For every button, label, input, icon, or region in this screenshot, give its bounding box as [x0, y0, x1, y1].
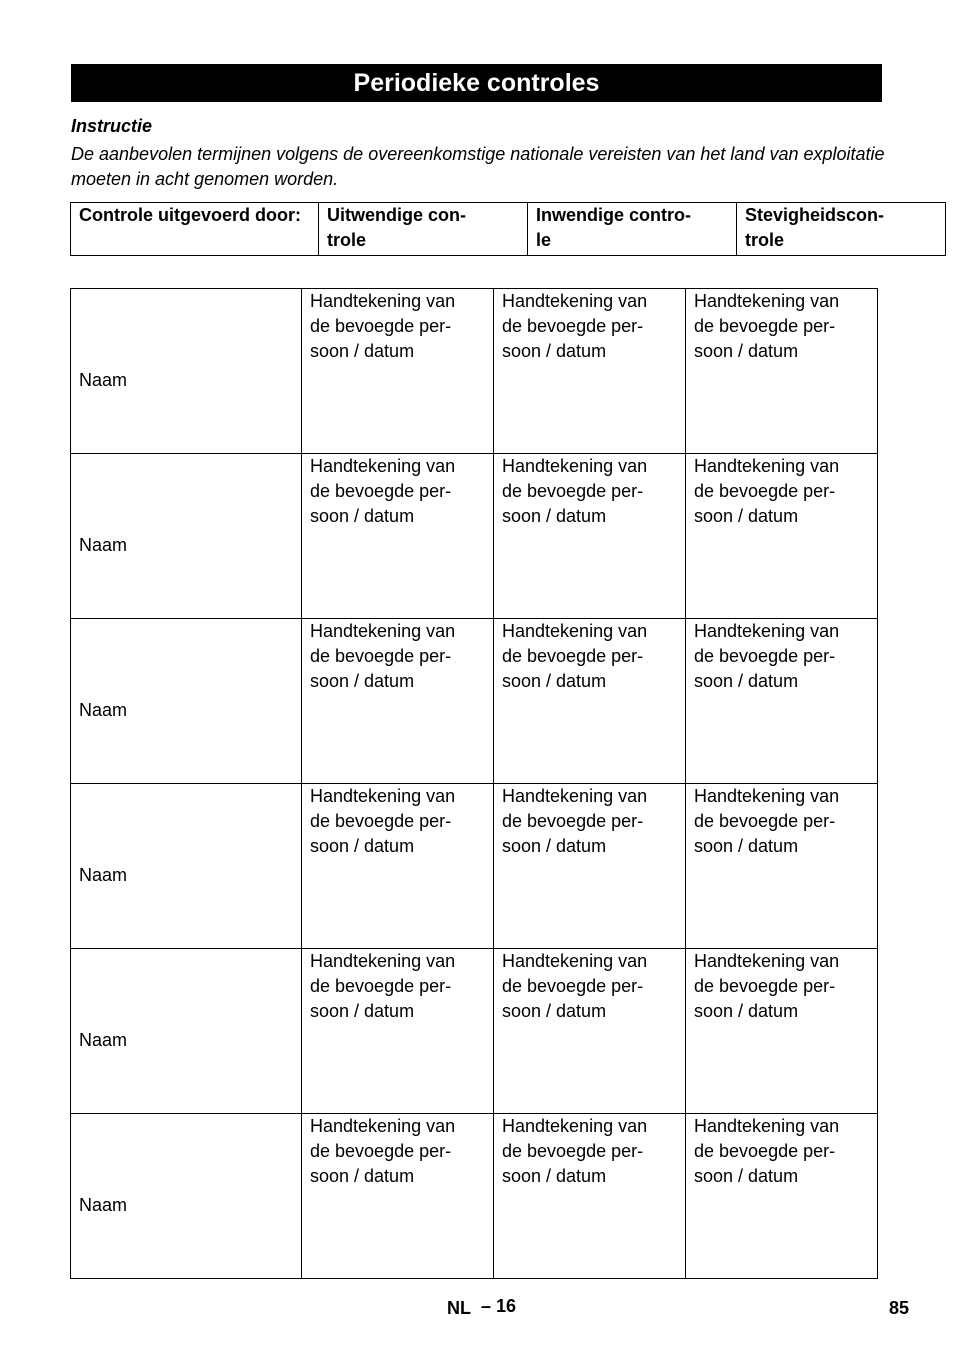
- header-row: [71, 203, 946, 256]
- signature-label: Handtekening van de bevoegde per- soon / datum: [310, 951, 456, 1021]
- signature-label: Handtekening van de bevoegde per- soon / datum: [310, 1116, 456, 1186]
- signature-cell[interactable]: [302, 784, 494, 949]
- inspection-table: [70, 288, 878, 1279]
- table-row: [71, 949, 878, 1114]
- footer-page-number: – 16: [481, 1296, 517, 1316]
- table-row: [71, 1114, 878, 1279]
- signature-cell[interactable]: [494, 1114, 686, 1279]
- instruction-text: De aanbevolen termijnen volgens de overeenkomstige nationale vereisten van het land van exploitatie moeten in acht genomen worden.: [71, 144, 885, 189]
- signature-cell[interactable]: [686, 289, 878, 454]
- signature-label: Handtekening van de bevoegde per- soon / datum: [694, 951, 840, 1021]
- signature-label: Handtekening van de bevoegde per- soon / datum: [694, 456, 840, 526]
- table-row: [71, 784, 878, 949]
- signature-cell[interactable]: [494, 619, 686, 784]
- signature-cell[interactable]: [302, 289, 494, 454]
- signature-cell[interactable]: [686, 1114, 878, 1279]
- name-cell[interactable]: Naam: [71, 949, 302, 1114]
- signature-label: Handtekening van de bevoegde per- soon / datum: [502, 621, 648, 691]
- name-cell[interactable]: Naam: [71, 289, 302, 454]
- signature-cell[interactable]: [494, 784, 686, 949]
- header-table: [70, 202, 946, 256]
- signature-cell[interactable]: [686, 949, 878, 1114]
- name-cell[interactable]: Naam: [71, 1114, 302, 1279]
- signature-cell[interactable]: [302, 454, 494, 619]
- signature-cell[interactable]: [494, 289, 686, 454]
- signature-label: Handtekening van de bevoegde per- soon / datum: [502, 1116, 648, 1186]
- name-cell[interactable]: Naam: [71, 454, 302, 619]
- signature-label: Handtekening van de bevoegde per- soon / datum: [502, 291, 648, 361]
- signature-cell[interactable]: [494, 454, 686, 619]
- signature-cell[interactable]: [686, 454, 878, 619]
- signature-cell[interactable]: [302, 1114, 494, 1279]
- signature-label: Handtekening van de bevoegde per- soon / datum: [310, 291, 456, 361]
- signature-label: Handtekening van de bevoegde per- soon / datum: [694, 621, 840, 691]
- signature-label: Handtekening van de bevoegde per- soon / datum: [310, 456, 456, 526]
- instruction-heading: Instructie: [71, 116, 153, 136]
- signature-label: Handtekening van de bevoegde per- soon / datum: [694, 291, 840, 361]
- signature-label: Handtekening van de bevoegde per- soon / datum: [310, 621, 456, 691]
- name-cell[interactable]: Naam: [71, 619, 302, 784]
- table-row: [71, 289, 878, 454]
- header-cell-internal-check: Inwendige contro- le: [528, 203, 737, 256]
- signature-label: Handtekening van de bevoegde per- soon / datum: [502, 951, 648, 1021]
- signature-label: Handtekening van de bevoegde per- soon / datum: [502, 456, 648, 526]
- signature-cell[interactable]: [302, 949, 494, 1114]
- signature-cell[interactable]: [494, 949, 686, 1114]
- header-cell-performed-by: Controle uitgevoerd door:: [71, 203, 319, 256]
- footer-total-page: 85: [889, 1298, 910, 1318]
- signature-cell[interactable]: [302, 619, 494, 784]
- header-cell-external-check: Uitwendige con- trole: [319, 203, 528, 256]
- signature-label: Handtekening van de bevoegde per- soon / datum: [310, 786, 456, 856]
- signature-label: Handtekening van de bevoegde per- soon / datum: [694, 1116, 840, 1186]
- table-row: [71, 454, 878, 619]
- page-title: Periodieke controles: [71, 64, 882, 102]
- header-cell-strength-check: Stevigheidscon- trole: [737, 203, 946, 256]
- signature-label: Handtekening van de bevoegde per- soon / datum: [502, 786, 648, 856]
- signature-cell[interactable]: [686, 784, 878, 949]
- signature-label: Handtekening van de bevoegde per- soon / datum: [694, 786, 840, 856]
- signature-cell[interactable]: [686, 619, 878, 784]
- footer-language: NL: [447, 1298, 471, 1318]
- table-row: [71, 619, 878, 784]
- name-cell[interactable]: Naam: [71, 784, 302, 949]
